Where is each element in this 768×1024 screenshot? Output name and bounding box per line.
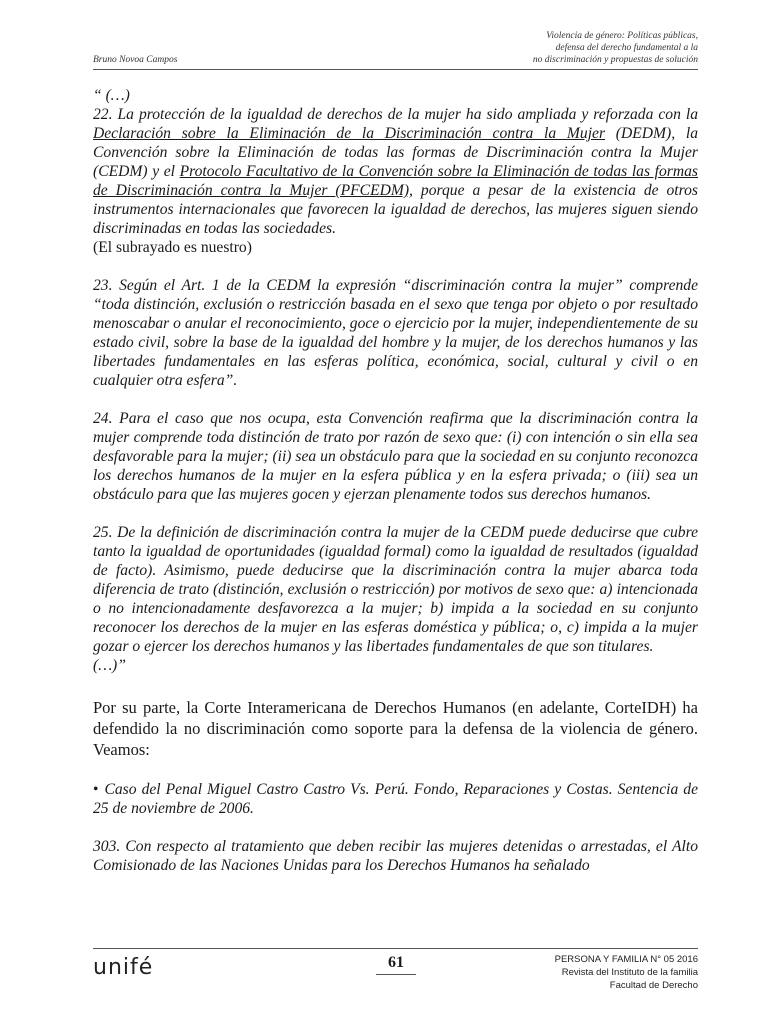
paragraph-24: 24. Para el caso que nos ocupa, esta Convención reafirma que la discriminación contra la mujer comprende toda distinción de trato por razón de sexo que: (i) con intención o sin ella sea desfavorable para la mujer; (ii) sea un obstáculo para que la sociedad en su conjunto reconozca los derechos humanos de la mujer en la esfera pública y en la esfera privada; o (iii) sea un obstáculo para que las mujeres gocen y ejerzan plenamente todos sus derechos humanos. — [93, 410, 698, 503]
page-body — [93, 86, 698, 875]
footer-divider — [93, 948, 698, 949]
running-header-author: Bruno Novoa Campos — [93, 55, 178, 65]
paragraph-22 — [93, 105, 698, 238]
header-divider — [93, 69, 698, 70]
underlined-pfcedm: Protocolo Facultativo de la Convención sobre la Eliminación de todas las formas de Discriminación contra la Mujer (PFCEDM), — [93, 163, 698, 199]
running-header-title-line: Violencia de género: Políticas públicas, — [546, 31, 698, 41]
paragraph-22-text: (DEDM), la Convención sobre la Eliminación de todas las formas de Discriminación contra la Mujer (CEDM) y el — [93, 125, 699, 180]
paragraph-25: 25. De la definición de discriminación contra la mujer de la CEDM puede deducirse que cubre tanto la igualdad de oportunidades (igualdad formal) como la igualdad de resultados (igualdad de facto). Asimismo, puede deducirse que la discriminación contra la mujer abarca toda diferencia de trato (distinción, exclusión o restricción) por motivos de sexo que: a) intencionada o no intencionadamente desfavorezca a la mujer; b) impida a la sociedad en su conjunto reconocer los derechos de la mujer en las esferas doméstica y pública; o, c) impida a la mujer gozar o ejercer los derechos humanos y las libertades fundamentales de que son titulares. — [93, 524, 698, 655]
running-header-title-line: no discriminación y propuestas de solución — [532, 55, 698, 65]
editorial-note: (El subrayado es nuestro) — [93, 239, 252, 256]
running-header-title — [398, 30, 698, 66]
case-citation-text: Caso del Penal Miguel Castro Castro Vs. Perú. Fondo, Reparaciones y Costas. Sentencia de 25 de noviembre de 2006. — [93, 781, 698, 817]
running-header-title-line: defensa del derecho fundamental a la — [555, 43, 698, 53]
unife-logo: unifé — [93, 955, 154, 980]
journal-info — [458, 953, 698, 992]
bullet-icon: • — [93, 781, 99, 798]
paragraph-23: 23. Según el Art. 1 de la CEDM la expresión “discriminación contra la mujer” comprende “toda distinción, exclusión o restricción basada en el sexo que tenga por objeto o por resultado menoscabar o anular el reconocimiento, goce o ejercicio por la mujer, independientemente de su estado civil, sobre la base de la igualdad del hombre y la mujer, de los derechos humanos y las libertades fundamentales en las esferas política, económica, social, cultural y civil o en cualquier otra esfera”. — [93, 277, 698, 389]
page-number: 61 — [376, 954, 416, 975]
body-paragraph: Por su parte, la Corte Interamericana de Derechos Humanos (en adelante, CorteIDH) ha defendido la no discriminación como soporte para la defensa de la violencia de género. Veamos: — [93, 698, 698, 759]
open-quote: “ (…) — [93, 87, 130, 104]
journal-info-line: PERSONA Y FAMILIA N° 05 2016 — [554, 954, 698, 965]
journal-info-line: Facultad de Derecho — [609, 980, 698, 991]
journal-info-line: Revista del Instituto de la familia — [561, 967, 698, 978]
paragraph-22-text: 22. La protección de la igualdad de derechos de la mujer ha sido ampliada y reforzada con la — [93, 106, 698, 123]
close-quote: (…)” — [93, 657, 126, 674]
case-citation — [93, 780, 698, 818]
paragraph-22-text: porque a pesar de la existencia de otros instrumentos internacionales que favorecen la igualdad de derechos, las mujeres siguen siendo discriminadas en todas las sociedades. — [93, 182, 698, 237]
underlined-dedm: Declaración sobre la Eliminación de la Discriminación contra la Mujer — [93, 125, 606, 142]
paragraph-303: 303. Con respecto al tratamiento que deben recibir las mujeres detenidas o arrestadas, el Alto Comisionado de las Naciones Unidas para los Derechos Humanos ha señalado — [93, 838, 698, 874]
